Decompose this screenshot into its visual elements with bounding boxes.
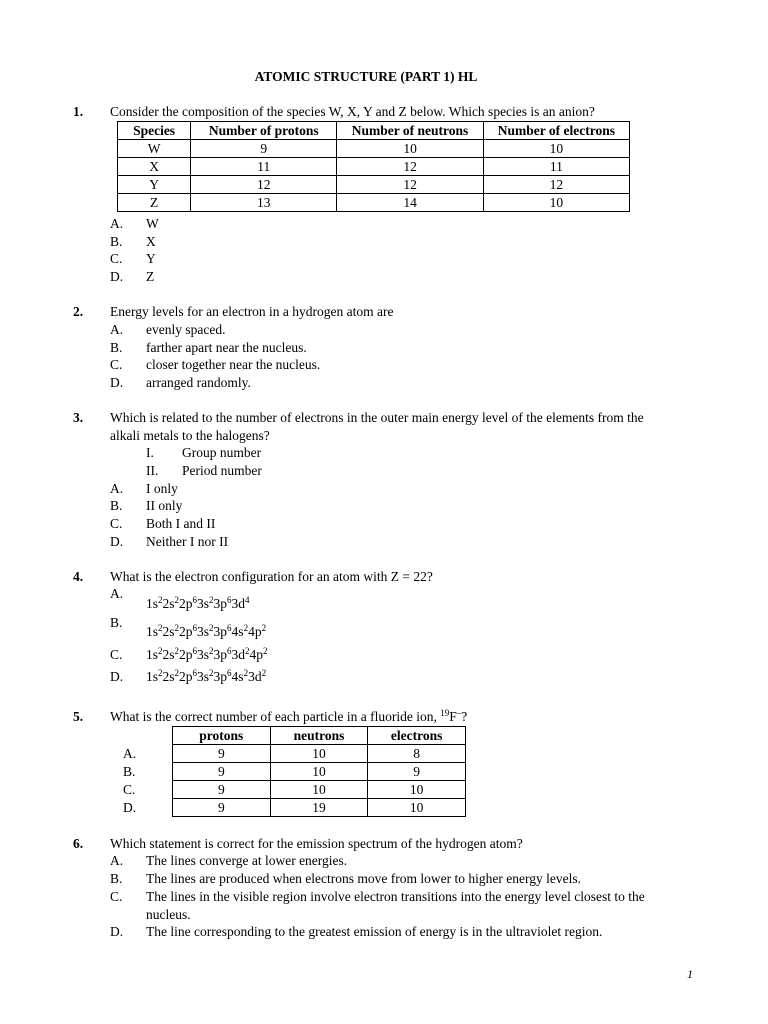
orbital-electron-count: 6 — [192, 668, 198, 678]
option-text: X — [146, 234, 156, 249]
question-text — [110, 708, 660, 726]
orbital-electron-count: 2 — [263, 646, 268, 656]
table-cell: 10 — [368, 799, 466, 817]
orbital-electron-count: 2 — [245, 646, 250, 656]
question-text: Energy levels for an electron in a hydrogen atom are — [110, 304, 394, 319]
table-cell: 12 — [483, 176, 629, 194]
table-cell: 10 — [270, 763, 368, 781]
option-letter: D. — [110, 924, 124, 939]
orbital: 2p — [179, 669, 193, 684]
option-letter: A. — [110, 481, 124, 496]
orbital-electron-count: 2 — [174, 623, 180, 633]
option-letter: C. — [110, 516, 123, 531]
option-text: farther apart near the nucleus. — [146, 340, 307, 355]
orbital: 3p — [213, 596, 228, 611]
option-text: I only — [146, 481, 178, 496]
table-cell: 12 — [191, 176, 337, 194]
table-header: electrons — [368, 727, 466, 745]
orbital: 4p — [249, 647, 264, 662]
orbital: 3p — [213, 647, 228, 662]
orbital-electron-count: 2 — [174, 668, 180, 678]
option-text: evenly spaced. — [146, 322, 226, 337]
option-letter: C. — [110, 889, 123, 904]
table-cell: 9 — [173, 745, 271, 763]
option-letter: D. — [110, 375, 124, 390]
page-title: ATOMIC STRUCTURE (PART 1) HL — [254, 69, 478, 84]
statement-text: Group number — [182, 445, 262, 460]
orbital-electron-count: 4 — [245, 595, 250, 605]
table-cell: 9 — [173, 763, 271, 781]
option-letter: C. — [110, 647, 123, 662]
question-text: Which statement is correct for the emission spectrum of the hydrogen atom? — [110, 836, 523, 851]
table-cell: Y — [118, 176, 191, 194]
table-cell: X — [118, 158, 191, 176]
table-cell: 10 — [270, 781, 368, 799]
question-text: Which is related to the number of electrons in the outer main energy level of the elements from the alkali metals to the halogens? — [110, 410, 644, 443]
option-text: Neither I nor II — [146, 534, 229, 549]
option-letter: D. — [110, 669, 124, 684]
option-text: II only — [146, 498, 183, 513]
table-header: Number of protons — [191, 122, 337, 140]
question-text-before: What is the correct number of each particle in a fluoride ion, — [110, 709, 437, 724]
orbital-electron-count: 6 — [227, 646, 232, 656]
orbital-electron-count: 2 — [243, 623, 249, 633]
electron-configuration — [146, 623, 266, 641]
table-row — [173, 781, 466, 799]
orbital: 1s — [146, 669, 159, 684]
option-letter: A. — [110, 586, 124, 601]
option-letter: A. — [110, 216, 124, 231]
orbital: 3p — [213, 624, 228, 639]
option-text: closer together near the nucleus. — [146, 357, 321, 372]
orbital: 1s — [146, 647, 159, 662]
species-table — [117, 121, 630, 212]
table-cell: 10 — [483, 140, 629, 158]
orbital-electron-count: 2 — [243, 668, 249, 678]
orbital: 2s — [162, 669, 175, 684]
table-cell: 8 — [368, 745, 466, 763]
orbital-electron-count: 2 — [261, 623, 267, 633]
electron-configuration — [146, 595, 250, 613]
option-text: Both I and II — [146, 516, 216, 531]
table-cell: 12 — [337, 176, 483, 194]
electron-configuration — [146, 646, 268, 664]
orbital: 3s — [197, 624, 210, 639]
option-text: The lines converge at lower energies. — [146, 853, 348, 868]
orbital: 2p — [179, 647, 193, 662]
question-number: 1. — [73, 104, 84, 119]
table-row — [118, 194, 630, 212]
table-cell: 11 — [191, 158, 337, 176]
table-row — [118, 176, 630, 194]
question-number: 5. — [73, 709, 84, 724]
question-text-after: ? — [461, 709, 468, 724]
option-text: The lines are produced when electrons move from lower to higher energy levels. — [146, 871, 581, 886]
orbital: 4s — [231, 669, 244, 684]
orbital: 2p — [179, 624, 193, 639]
page-number: 1 — [687, 967, 693, 981]
orbital-electron-count: 2 — [158, 623, 163, 633]
statement-numeral: I. — [146, 445, 154, 460]
orbital-electron-count: 2 — [261, 668, 267, 678]
table-header-row — [173, 727, 466, 745]
orbital: 1s — [146, 596, 159, 611]
option-letter: C. — [110, 251, 123, 266]
option-text: The lines in the visible region involve electron transitions into the energy level closest to the nucleus. — [146, 889, 645, 922]
question-text: Consider the composition of the species W, X, Y and Z below. Which species is an anion? — [110, 104, 595, 119]
table-row — [118, 158, 630, 176]
table-header: neutrons — [270, 727, 368, 745]
option-letter: B. — [110, 871, 123, 886]
table-header: protons — [173, 727, 271, 745]
option-letter: D. — [110, 534, 124, 549]
option-text: arranged randomly. — [146, 375, 251, 390]
option-text: Z — [146, 269, 155, 284]
table-row — [173, 799, 466, 817]
question-number: 4. — [73, 569, 84, 584]
option-text: W — [146, 216, 159, 231]
option-letter: B. — [110, 234, 123, 249]
option-letter: B. — [110, 498, 123, 513]
orbital: 3d — [231, 596, 246, 611]
option-letter: B. — [110, 340, 123, 355]
orbital-electron-count: 6 — [192, 595, 198, 605]
table-header: Number of electrons — [483, 122, 629, 140]
table-cell: 14 — [337, 194, 483, 212]
orbital: 3s — [197, 647, 210, 662]
particle-table — [172, 726, 466, 817]
orbital: 4s — [231, 624, 244, 639]
element-symbol: F — [449, 709, 457, 724]
mass-number: 19 — [440, 708, 450, 718]
orbital: 2s — [162, 624, 175, 639]
option-text: The line corresponding to the greatest emission of energy is in the ultraviolet region. — [146, 924, 603, 939]
option-letter: B. — [123, 764, 136, 779]
orbital: 3s — [197, 669, 210, 684]
orbital-electron-count: 6 — [192, 623, 198, 633]
table-cell: Z — [118, 194, 191, 212]
table-cell: 13 — [191, 194, 337, 212]
table-cell: 9 — [191, 140, 337, 158]
orbital-electron-count: 2 — [158, 668, 163, 678]
orbital: 2p — [179, 596, 193, 611]
option-text: Y — [146, 251, 156, 266]
table-cell: 9 — [173, 781, 271, 799]
orbital: 3p — [213, 669, 228, 684]
question-number: 2. — [73, 304, 84, 319]
option-letter: D. — [110, 269, 124, 284]
orbital-electron-count: 2 — [174, 595, 180, 605]
table-cell: 10 — [337, 140, 483, 158]
option-letter: A. — [110, 853, 124, 868]
table-cell: W — [118, 140, 191, 158]
orbital-electron-count: 6 — [227, 623, 232, 633]
option-letter: A. — [123, 746, 137, 761]
orbital-electron-count: 6 — [192, 646, 198, 656]
orbital-electron-count: 6 — [227, 595, 232, 605]
orbital-electron-count: 2 — [209, 668, 214, 678]
option-letter: A. — [110, 322, 124, 337]
orbital: 1s — [146, 624, 159, 639]
option-letter: B. — [110, 615, 123, 630]
orbital-electron-count: 2 — [209, 623, 214, 633]
orbital: 2s — [162, 647, 175, 662]
orbital: 3s — [197, 596, 210, 611]
table-cell: 19 — [270, 799, 368, 817]
table-row — [118, 140, 630, 158]
orbital-electron-count: 2 — [209, 595, 214, 605]
table-cell: 11 — [483, 158, 629, 176]
orbital-electron-count: 2 — [158, 595, 163, 605]
table-header-row — [118, 122, 630, 140]
orbital-electron-count: 2 — [174, 646, 180, 656]
question-number: 3. — [73, 410, 84, 425]
question-text: What is the electron configuration for an atom with Z = 22? — [110, 569, 433, 584]
table-cell: 10 — [270, 745, 368, 763]
table-header: Species — [118, 122, 191, 140]
ion-charge: – — [456, 708, 462, 718]
orbital-electron-count: 2 — [158, 646, 163, 656]
statement-text: Period number — [182, 463, 262, 478]
option-letter: C. — [123, 782, 136, 797]
orbital: 3d — [248, 669, 262, 684]
table-cell: 9 — [368, 763, 466, 781]
orbital: 3d — [231, 647, 246, 662]
table-row — [173, 763, 466, 781]
table-cell: 9 — [173, 799, 271, 817]
orbital: 2s — [162, 596, 175, 611]
table-cell: 10 — [483, 194, 629, 212]
table-row — [173, 745, 466, 763]
orbital: 4p — [248, 624, 262, 639]
electron-configuration — [146, 668, 266, 686]
question-number: 6. — [73, 836, 84, 851]
orbital-electron-count: 2 — [209, 646, 214, 656]
orbital-electron-count: 6 — [227, 668, 232, 678]
table-cell: 12 — [337, 158, 483, 176]
table-cell: 10 — [368, 781, 466, 799]
table-header: Number of neutrons — [337, 122, 483, 140]
option-letter: C. — [110, 357, 123, 372]
option-letter: D. — [123, 800, 137, 815]
statement-numeral: II. — [146, 463, 159, 478]
